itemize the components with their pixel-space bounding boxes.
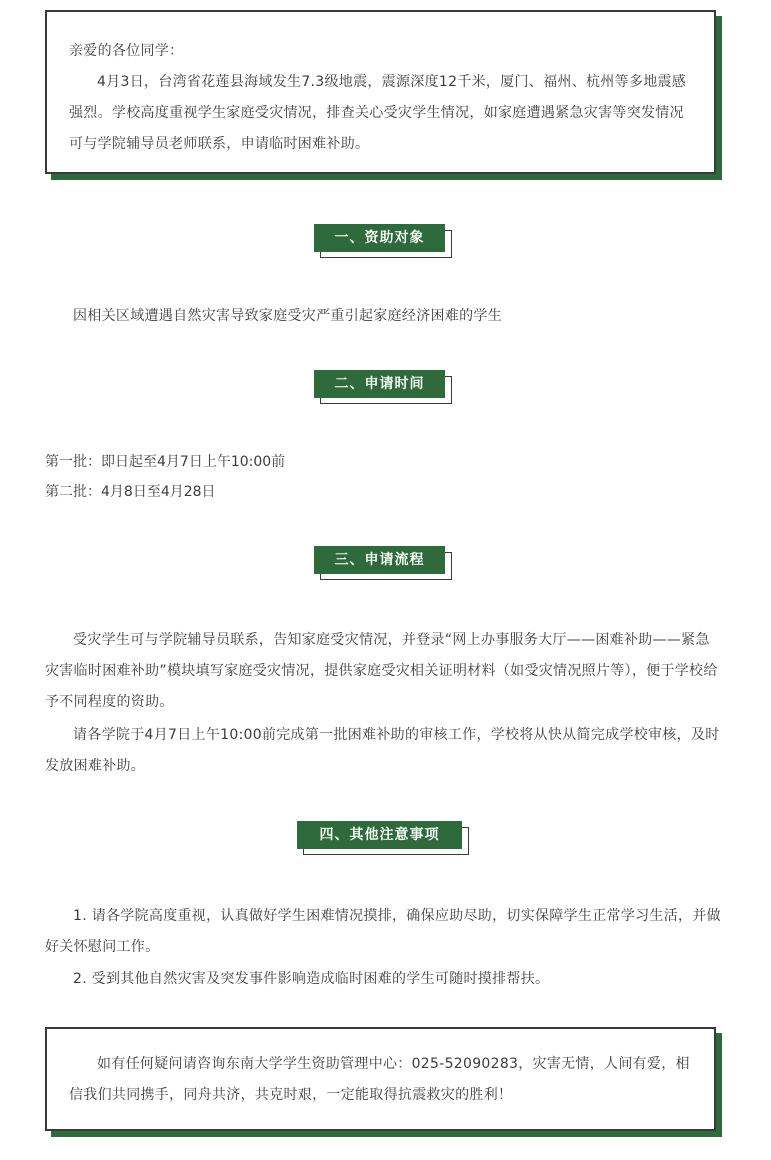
section-3-paragraph-2: 请各学院于4月7日上午10:00前完成第一批困难补助的审核工作，学校将从快从简完成学校审核，及时发放困难补助。 [45, 727, 720, 774]
section-1-heading [314, 224, 452, 258]
section-3-paragraph-1: 受灾学生可与学院辅导员联系，告知家庭受灾情况，并登录“网上办事服务大厅——困难补助——紧急灾害临时困难补助”模块填写家庭受灾情况，提供家庭受灾相关证明材料（如受灾情况照片等），便于学校给予不同程度的资助。 [45, 632, 718, 710]
section-3-heading [314, 546, 452, 580]
section-2-heading [314, 370, 452, 404]
section-4-item-2: 2. 受到其他自然灾害及突发事件影响造成临时困难的学生可随时摸排帮扶。 [73, 971, 550, 987]
section-3-title: 三、申请流程 [314, 546, 445, 574]
section-4-title: 四、其他注意事项 [297, 821, 462, 849]
section-4-heading [297, 821, 469, 855]
intro-paragraph: 4月3日，台湾省花莲县海域发生7.3级地震，震源深度12千米，厦门、福州、杭州等多地震感强烈。学校高度重视学生家庭受灾情况，排查关心受灾学生情况，如家庭遭遇紧急灾害等突发情况可与学院辅导员老师联系，申请临时困难补助。 [69, 74, 687, 152]
section-4-item-1: 1. 请各学院高度重视，认真做好学生困难情况摸排，确保应助尽助，切实保障学生正常学习生活，并做好关怀慰问工作。 [45, 908, 721, 955]
section-1-text: 因相关区域遭遇自然灾害导致家庭受灾严重引起家庭经济困难的学生 [73, 308, 502, 324]
schedule-batch-2: 第二批：4月8日至4月28日 [45, 484, 216, 500]
intro-card [45, 10, 716, 174]
schedule-batch-1: 第一批：即日起至4月7日上午10:00前 [45, 454, 286, 470]
closing-paragraph: 如有任何疑问请咨询东南大学学生资助管理中心：025-52090283，灾害无情，人间有爱，相信我们共同携手，同舟共济，共克时艰，一定能取得抗震救灾的胜利！ [69, 1056, 690, 1103]
section-2-title: 二、申请时间 [314, 370, 445, 398]
section-1-title: 一、资助对象 [314, 224, 445, 252]
greeting: 亲爱的各位同学： [69, 43, 184, 59]
closing-card [45, 1027, 716, 1131]
